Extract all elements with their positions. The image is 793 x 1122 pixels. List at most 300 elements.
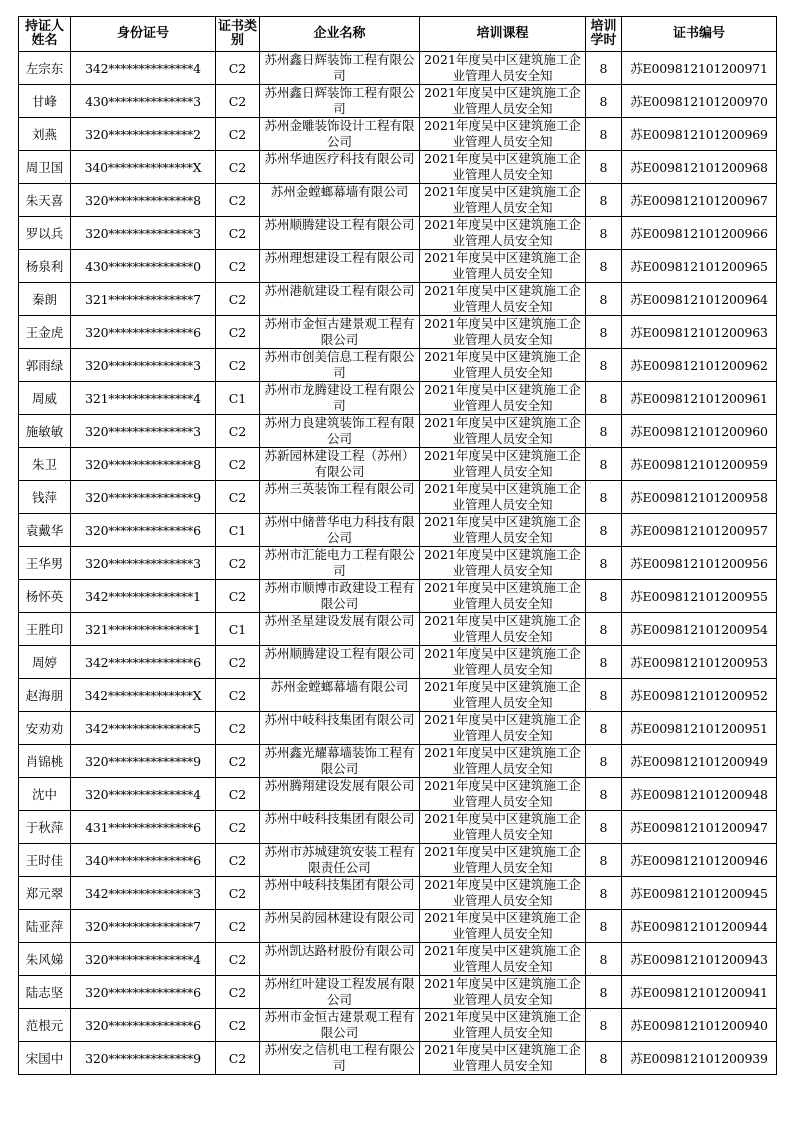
- table-row: [19, 481, 777, 514]
- course-cell-text: 2021年度吴中区建筑施工企业管理人员安全知: [424, 52, 581, 83]
- table-row: [19, 1009, 777, 1042]
- hours-cell: 8: [586, 118, 622, 151]
- cert-number-cell: 苏E009812101200947: [622, 811, 777, 844]
- cert-type-cell: C2: [216, 316, 260, 349]
- company-cell-text: 苏州中岐科技集团有限公司: [264, 877, 415, 892]
- cert-number-cell: 苏E009812101200965: [622, 250, 777, 283]
- course-cell: [420, 943, 586, 976]
- cert-number-cell: 苏E009812101200968: [622, 151, 777, 184]
- cert-number-cell: 苏E009812101200945: [622, 877, 777, 910]
- course-cell: [420, 580, 586, 613]
- id-number-cell: 320**************9: [71, 481, 216, 514]
- cert-number-cell: 苏E009812101200958: [622, 481, 777, 514]
- course-cell-text: 2021年度吴中区建筑施工企业管理人员安全知: [424, 910, 581, 941]
- cert-number-cell: 苏E009812101200948: [622, 778, 777, 811]
- company-cell-text: 苏州市龙腾建设工程有限公司: [264, 382, 415, 413]
- id-number-cell: 320**************3: [71, 217, 216, 250]
- cert-number-cell: 苏E009812101200967: [622, 184, 777, 217]
- table-row: [19, 976, 777, 1009]
- cert-type-cell: C1: [216, 382, 260, 415]
- course-cell-text: 2021年度吴中区建筑施工企业管理人员安全知: [424, 316, 581, 347]
- id-number-cell: 320**************6: [71, 976, 216, 1009]
- course-cell-text: 2021年度吴中区建筑施工企业管理人员安全知: [424, 415, 581, 446]
- company-cell-text: 苏州顺腾建设工程有限公司: [264, 646, 415, 661]
- header-id: 身份证号: [71, 17, 216, 52]
- holder-name-cell: 王金虎: [19, 316, 71, 349]
- holder-name-cell: 王时佳: [19, 844, 71, 877]
- company-cell-text: 苏州市顺博市政建设工程有限公司: [264, 580, 415, 611]
- holder-name-cell: 袁戴华: [19, 514, 71, 547]
- hours-cell: 8: [586, 745, 622, 778]
- table-row: [19, 382, 777, 415]
- hours-cell: 8: [586, 217, 622, 250]
- id-number-cell: 321**************4: [71, 382, 216, 415]
- company-cell: [260, 85, 420, 118]
- course-cell: [420, 217, 586, 250]
- course-cell: [420, 448, 586, 481]
- table-row: [19, 943, 777, 976]
- cert-type-cell: C2: [216, 844, 260, 877]
- cert-number-cell: 苏E009812101200971: [622, 52, 777, 85]
- table-row: [19, 1042, 777, 1075]
- table-row: [19, 316, 777, 349]
- company-cell-text: 苏州金螳螂幕墙有限公司: [270, 184, 409, 199]
- holder-name-cell: 赵海朋: [19, 679, 71, 712]
- hours-cell: 8: [586, 52, 622, 85]
- course-cell-text: 2021年度吴中区建筑施工企业管理人员安全知: [424, 250, 581, 281]
- holder-name-cell: 罗以兵: [19, 217, 71, 250]
- cert-type-cell: C2: [216, 283, 260, 316]
- holder-name-cell: 肖锦桃: [19, 745, 71, 778]
- company-cell-text: 苏州金螳螂幕墙有限公司: [270, 679, 409, 694]
- id-number-cell: 320**************9: [71, 745, 216, 778]
- hours-cell: 8: [586, 778, 622, 811]
- cert-type-cell: C2: [216, 943, 260, 976]
- cert-number-cell: 苏E009812101200970: [622, 85, 777, 118]
- id-number-cell: 342**************1: [71, 580, 216, 613]
- company-cell-text: 苏州中岐科技集团有限公司: [264, 811, 415, 826]
- company-cell: [260, 1042, 420, 1075]
- course-cell-text: 2021年度吴中区建筑施工企业管理人员安全知: [424, 448, 581, 479]
- course-cell: [420, 976, 586, 1009]
- company-cell-text: 苏州市汇能电力工程有限公司: [264, 547, 415, 578]
- holder-name-cell: 刘燕: [19, 118, 71, 151]
- hours-cell: 8: [586, 382, 622, 415]
- table-row: [19, 151, 777, 184]
- company-cell: [260, 52, 420, 85]
- course-cell-text: 2021年度吴中区建筑施工企业管理人员安全知: [424, 679, 581, 710]
- course-cell-text: 2021年度吴中区建筑施工企业管理人员安全知: [424, 382, 581, 413]
- holder-name-cell: 于秋萍: [19, 811, 71, 844]
- course-cell-text: 2021年度吴中区建筑施工企业管理人员安全知: [424, 778, 581, 809]
- hours-cell: 8: [586, 184, 622, 217]
- company-cell-text: 苏州市金恒古建景观工程有限公司: [264, 316, 415, 347]
- id-number-cell: 340**************6: [71, 844, 216, 877]
- course-cell: [420, 712, 586, 745]
- id-number-cell: 320**************3: [71, 349, 216, 382]
- hours-cell: 8: [586, 1009, 622, 1042]
- course-cell-text: 2021年度吴中区建筑施工企业管理人员安全知: [424, 349, 581, 380]
- course-cell: [420, 151, 586, 184]
- company-cell-text: 苏州红叶建设工程发展有限公司: [264, 976, 415, 1007]
- company-cell-text: 苏州中岐科技集团有限公司: [264, 712, 415, 727]
- id-number-cell: 320**************8: [71, 184, 216, 217]
- course-cell-text: 2021年度吴中区建筑施工企业管理人员安全知: [424, 514, 581, 545]
- company-cell: [260, 118, 420, 151]
- holder-name-cell: 王华男: [19, 547, 71, 580]
- hours-cell: 8: [586, 481, 622, 514]
- id-number-cell: 320**************6: [71, 316, 216, 349]
- id-number-cell: 320**************8: [71, 448, 216, 481]
- table-row: [19, 679, 777, 712]
- id-number-cell: 430**************3: [71, 85, 216, 118]
- hours-cell: 8: [586, 943, 622, 976]
- hours-cell: 8: [586, 679, 622, 712]
- table-row: [19, 745, 777, 778]
- company-cell: [260, 745, 420, 778]
- cert-number-cell: 苏E009812101200957: [622, 514, 777, 547]
- cert-number-cell: 苏E009812101200959: [622, 448, 777, 481]
- cert-number-cell: 苏E009812101200951: [622, 712, 777, 745]
- course-cell: [420, 184, 586, 217]
- company-cell: [260, 283, 420, 316]
- company-cell-text: 苏州圣星建设发展有限公司: [264, 613, 415, 628]
- company-cell: [260, 217, 420, 250]
- cert-number-cell: 苏E009812101200943: [622, 943, 777, 976]
- company-cell: [260, 679, 420, 712]
- holder-name-cell: 郑元翠: [19, 877, 71, 910]
- company-cell: [260, 382, 420, 415]
- course-cell-text: 2021年度吴中区建筑施工企业管理人员安全知: [424, 646, 581, 677]
- header-company: 企业名称: [260, 17, 420, 52]
- cert-number-cell: 苏E009812101200963: [622, 316, 777, 349]
- cert-number-cell: 苏E009812101200952: [622, 679, 777, 712]
- table-row: [19, 283, 777, 316]
- cert-type-cell: C2: [216, 1042, 260, 1075]
- holder-name-cell: 杨泉利: [19, 250, 71, 283]
- table-row: [19, 646, 777, 679]
- cert-type-cell: C2: [216, 52, 260, 85]
- hours-cell: 8: [586, 514, 622, 547]
- course-cell: [420, 646, 586, 679]
- hours-cell: 8: [586, 547, 622, 580]
- course-cell-text: 2021年度吴中区建筑施工企业管理人员安全知: [424, 580, 581, 611]
- company-cell-text: 苏州安之信机电工程有限公司: [264, 1042, 415, 1073]
- course-cell-text: 2021年度吴中区建筑施工企业管理人员安全知: [424, 1042, 581, 1073]
- hours-cell: 8: [586, 448, 622, 481]
- course-cell: [420, 52, 586, 85]
- holder-name-cell: 钱萍: [19, 481, 71, 514]
- id-number-cell: 340**************X: [71, 151, 216, 184]
- id-number-cell: 320**************6: [71, 1009, 216, 1042]
- company-cell: [260, 712, 420, 745]
- company-cell: [260, 349, 420, 382]
- id-number-cell: 320**************9: [71, 1042, 216, 1075]
- id-number-cell: 430**************0: [71, 250, 216, 283]
- company-cell-text: 苏州港航建设工程有限公司: [264, 283, 415, 298]
- id-number-cell: 342**************X: [71, 679, 216, 712]
- table-row: [19, 217, 777, 250]
- company-cell: [260, 1009, 420, 1042]
- course-cell: [420, 547, 586, 580]
- cert-number-cell: 苏E009812101200966: [622, 217, 777, 250]
- cert-type-cell: C2: [216, 811, 260, 844]
- holder-name-cell: 周卫国: [19, 151, 71, 184]
- cert-type-cell: C2: [216, 349, 260, 382]
- course-cell: [420, 1042, 586, 1075]
- cert-type-cell: C2: [216, 448, 260, 481]
- id-number-cell: 342**************3: [71, 877, 216, 910]
- company-cell: [260, 976, 420, 1009]
- company-cell: [260, 580, 420, 613]
- company-cell: [260, 547, 420, 580]
- id-number-cell: 342**************6: [71, 646, 216, 679]
- course-cell: [420, 250, 586, 283]
- company-cell-text: 苏州鑫日辉装饰工程有限公司: [264, 85, 415, 116]
- course-cell-text: 2021年度吴中区建筑施工企业管理人员安全知: [424, 217, 581, 248]
- course-cell: [420, 844, 586, 877]
- table-row: [19, 250, 777, 283]
- hours-cell: 8: [586, 580, 622, 613]
- holder-name-cell: 陆亚萍: [19, 910, 71, 943]
- id-number-cell: 320**************3: [71, 415, 216, 448]
- course-cell: [420, 745, 586, 778]
- holder-name-cell: 朱天喜: [19, 184, 71, 217]
- course-cell: [420, 778, 586, 811]
- cert-number-cell: 苏E009812101200941: [622, 976, 777, 1009]
- cert-type-cell: C2: [216, 217, 260, 250]
- course-cell: [420, 910, 586, 943]
- table-row: [19, 778, 777, 811]
- course-cell-text: 2021年度吴中区建筑施工企业管理人员安全知: [424, 118, 581, 149]
- course-cell-text: 2021年度吴中区建筑施工企业管理人员安全知: [424, 844, 581, 875]
- company-cell-text: 苏州三英装饰工程有限公司: [264, 481, 415, 496]
- cert-type-cell: C2: [216, 1009, 260, 1042]
- hours-cell: 8: [586, 877, 622, 910]
- holder-name-cell: 范根元: [19, 1009, 71, 1042]
- course-cell-text: 2021年度吴中区建筑施工企业管理人员安全知: [424, 184, 581, 215]
- company-cell: [260, 778, 420, 811]
- course-cell-text: 2021年度吴中区建筑施工企业管理人员安全知: [424, 712, 581, 743]
- cert-type-cell: C2: [216, 85, 260, 118]
- holder-name-cell: 左宗东: [19, 52, 71, 85]
- cert-type-cell: C2: [216, 910, 260, 943]
- hours-cell: 8: [586, 250, 622, 283]
- cert-type-cell: C2: [216, 547, 260, 580]
- holder-name-cell: 郭雨绿: [19, 349, 71, 382]
- hours-cell: 8: [586, 844, 622, 877]
- header-type: 证书类别: [216, 17, 260, 52]
- cert-type-cell: C2: [216, 976, 260, 1009]
- company-cell-text: 苏州吴韵园林建设有限公司: [264, 910, 415, 925]
- id-number-cell: 320**************2: [71, 118, 216, 151]
- course-cell: [420, 382, 586, 415]
- course-cell-text: 2021年度吴中区建筑施工企业管理人员安全知: [424, 811, 581, 842]
- company-cell: [260, 415, 420, 448]
- course-cell-text: 2021年度吴中区建筑施工企业管理人员安全知: [424, 745, 581, 776]
- company-cell: [260, 811, 420, 844]
- cert-number-cell: 苏E009812101200953: [622, 646, 777, 679]
- course-cell: [420, 118, 586, 151]
- course-cell-text: 2021年度吴中区建筑施工企业管理人员安全知: [424, 1009, 581, 1040]
- company-cell: [260, 910, 420, 943]
- id-number-cell: 321**************1: [71, 613, 216, 646]
- holder-name-cell: 周威: [19, 382, 71, 415]
- cert-number-cell: 苏E009812101200939: [622, 1042, 777, 1075]
- course-cell-text: 2021年度吴中区建筑施工企业管理人员安全知: [424, 547, 581, 578]
- course-cell: [420, 1009, 586, 1042]
- company-cell: [260, 514, 420, 547]
- course-cell: [420, 481, 586, 514]
- holder-name-cell: 周婷: [19, 646, 71, 679]
- id-number-cell: 342**************4: [71, 52, 216, 85]
- holder-name-cell: 宋国中: [19, 1042, 71, 1075]
- holder-name-cell: 王胜印: [19, 613, 71, 646]
- table-row: [19, 118, 777, 151]
- company-cell: [260, 250, 420, 283]
- cert-type-cell: C2: [216, 877, 260, 910]
- hours-cell: 8: [586, 316, 622, 349]
- cert-type-cell: C2: [216, 151, 260, 184]
- course-cell-text: 2021年度吴中区建筑施工企业管理人员安全知: [424, 877, 581, 908]
- holder-name-cell: 秦朗: [19, 283, 71, 316]
- id-number-cell: 320**************3: [71, 547, 216, 580]
- cert-type-cell: C2: [216, 118, 260, 151]
- course-cell: [420, 85, 586, 118]
- table-row: [19, 514, 777, 547]
- hours-cell: 8: [586, 811, 622, 844]
- hours-cell: 8: [586, 283, 622, 316]
- hours-cell: 8: [586, 613, 622, 646]
- cert-type-cell: C2: [216, 745, 260, 778]
- hours-cell: 8: [586, 976, 622, 1009]
- course-cell-text: 2021年度吴中区建筑施工企业管理人员安全知: [424, 481, 581, 512]
- header-row: [19, 17, 777, 52]
- course-cell-text: 2021年度吴中区建筑施工企业管理人员安全知: [424, 613, 581, 644]
- id-number-cell: 342**************5: [71, 712, 216, 745]
- course-cell: [420, 811, 586, 844]
- cert-number-cell: 苏E009812101200960: [622, 415, 777, 448]
- holder-name-cell: 杨怀英: [19, 580, 71, 613]
- table-row: [19, 184, 777, 217]
- holder-name-cell: 朱卫: [19, 448, 71, 481]
- course-cell-text: 2021年度吴中区建筑施工企业管理人员安全知: [424, 85, 581, 116]
- cert-number-cell: 苏E009812101200944: [622, 910, 777, 943]
- cert-type-cell: C2: [216, 415, 260, 448]
- company-cell-text: 苏州市金恒古建景观工程有限公司: [264, 1009, 415, 1040]
- cert-type-cell: C2: [216, 679, 260, 712]
- table-row: [19, 844, 777, 877]
- company-cell: [260, 184, 420, 217]
- table-row: [19, 85, 777, 118]
- cert-type-cell: C1: [216, 613, 260, 646]
- course-cell: [420, 316, 586, 349]
- company-cell: [260, 613, 420, 646]
- cert-number-cell: 苏E009812101200955: [622, 580, 777, 613]
- course-cell: [420, 349, 586, 382]
- table-row: [19, 580, 777, 613]
- company-cell: [260, 943, 420, 976]
- table-row: [19, 910, 777, 943]
- id-number-cell: 321**************7: [71, 283, 216, 316]
- company-cell-text: 苏州理想建设工程有限公司: [264, 250, 415, 265]
- cert-number-cell: 苏E009812101200961: [622, 382, 777, 415]
- company-cell: [260, 844, 420, 877]
- header-cert-no: 证书编号: [622, 17, 777, 52]
- cert-number-cell: 苏E009812101200956: [622, 547, 777, 580]
- course-cell: [420, 613, 586, 646]
- company-cell-text: 苏州金雕装饰设计工程有限公司: [264, 118, 415, 149]
- hours-cell: 8: [586, 712, 622, 745]
- company-cell-text: 苏州市创美信息工程有限公司: [264, 349, 415, 380]
- course-cell: [420, 514, 586, 547]
- holder-name-cell: 朱风娣: [19, 943, 71, 976]
- company-cell-text: 苏州顺腾建设工程有限公司: [264, 217, 415, 232]
- id-number-cell: 320**************4: [71, 778, 216, 811]
- course-cell-text: 2021年度吴中区建筑施工企业管理人员安全知: [424, 976, 581, 1007]
- course-cell-text: 2021年度吴中区建筑施工企业管理人员安全知: [424, 283, 581, 314]
- table-row: [19, 712, 777, 745]
- cert-type-cell: C2: [216, 712, 260, 745]
- cert-number-cell: 苏E009812101200969: [622, 118, 777, 151]
- id-number-cell: 320**************6: [71, 514, 216, 547]
- company-cell-text: 苏州力良建筑装饰工程有限公司: [264, 415, 415, 446]
- course-cell: [420, 415, 586, 448]
- cert-number-cell: 苏E009812101200962: [622, 349, 777, 382]
- header-hours: 培训学时: [586, 17, 622, 52]
- course-cell: [420, 283, 586, 316]
- hours-cell: 8: [586, 910, 622, 943]
- cert-type-cell: C2: [216, 250, 260, 283]
- company-cell-text: 苏州中储普华电力科技有限公司: [264, 514, 415, 545]
- hours-cell: 8: [586, 349, 622, 382]
- cert-number-cell: 苏E009812101200940: [622, 1009, 777, 1042]
- hours-cell: 8: [586, 1042, 622, 1075]
- table-row: [19, 547, 777, 580]
- company-cell: [260, 316, 420, 349]
- company-cell: [260, 448, 420, 481]
- id-number-cell: 431**************6: [71, 811, 216, 844]
- table-row: [19, 52, 777, 85]
- company-cell: [260, 151, 420, 184]
- company-cell-text: 苏州华迪医疗科技有限公司: [264, 151, 415, 166]
- course-cell-text: 2021年度吴中区建筑施工企业管理人员安全知: [424, 943, 581, 974]
- cert-type-cell: C2: [216, 778, 260, 811]
- header-course: 培训课程: [420, 17, 586, 52]
- company-cell-text: 苏州凯达路材股份有限公司: [264, 943, 415, 958]
- company-cell-text: 苏州鑫日辉装饰工程有限公司: [264, 52, 415, 83]
- company-cell: [260, 646, 420, 679]
- company-cell: [260, 877, 420, 910]
- holder-name-cell: 陆志坚: [19, 976, 71, 1009]
- cert-number-cell: 苏E009812101200964: [622, 283, 777, 316]
- course-cell-text: 2021年度吴中区建筑施工企业管理人员安全知: [424, 151, 581, 182]
- id-number-cell: 320**************4: [71, 943, 216, 976]
- table-row: [19, 415, 777, 448]
- cert-number-cell: 苏E009812101200946: [622, 844, 777, 877]
- header-name: 持证人姓名: [19, 17, 71, 52]
- table-row: [19, 811, 777, 844]
- table-row: [19, 349, 777, 382]
- cert-number-cell: 苏E009812101200954: [622, 613, 777, 646]
- cert-type-cell: C2: [216, 184, 260, 217]
- holder-name-cell: 施敏敏: [19, 415, 71, 448]
- cert-number-cell: 苏E009812101200949: [622, 745, 777, 778]
- table-row: [19, 613, 777, 646]
- holder-name-cell: 安劝劝: [19, 712, 71, 745]
- hours-cell: 8: [586, 85, 622, 118]
- holder-name-cell: 甘峰: [19, 85, 71, 118]
